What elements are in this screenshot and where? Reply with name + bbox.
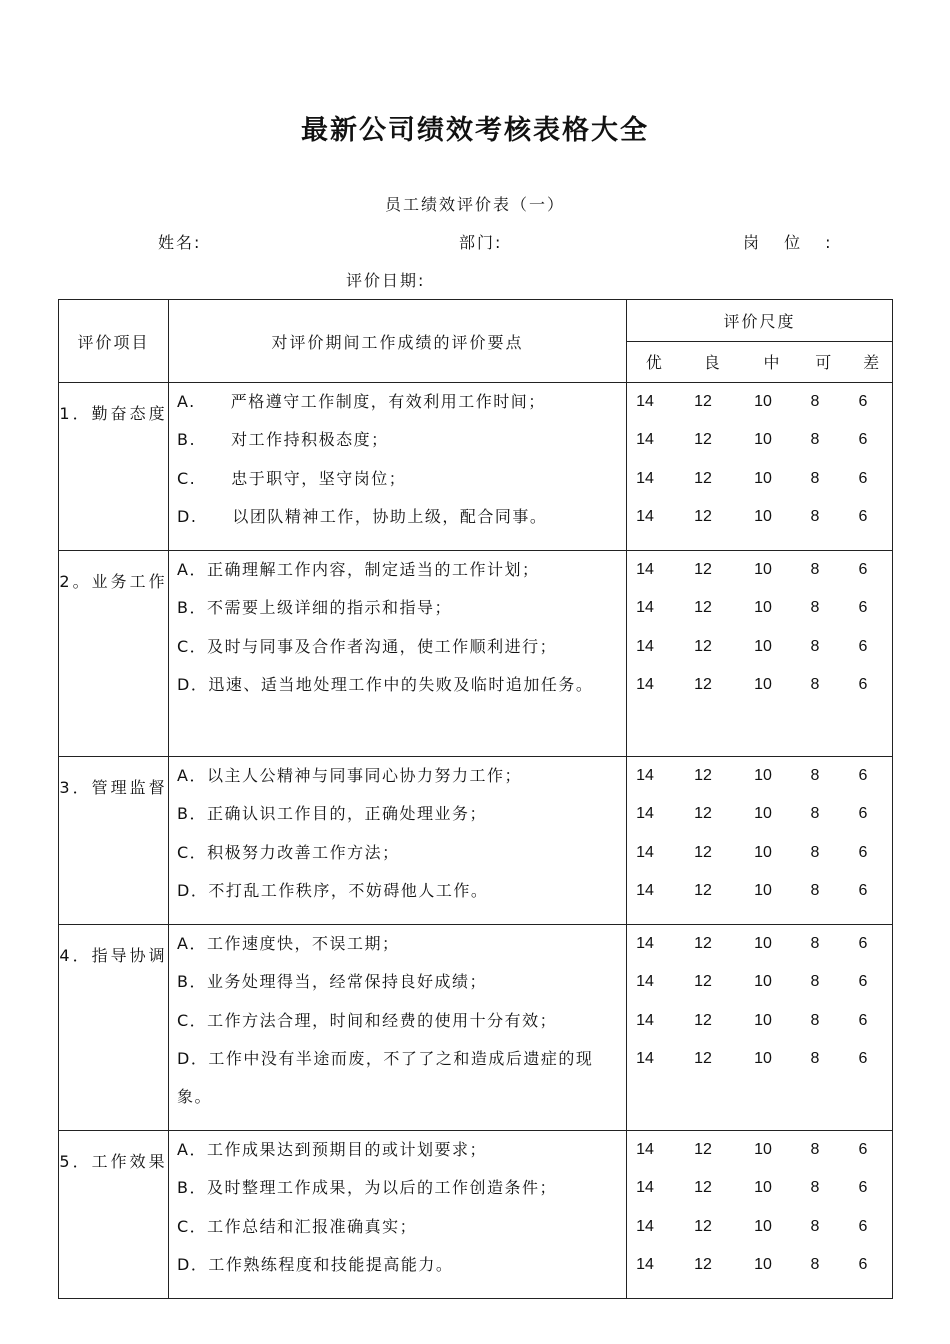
grade-good: 良 [703,353,722,373]
score-value: 12 [694,1217,712,1235]
score-value: 12 [694,561,712,579]
section-row [59,925,893,1131]
section-row [59,551,893,757]
score-value: 10 [754,1011,772,1029]
score-value: 14 [636,1217,654,1235]
criteria-cell [169,925,627,1131]
score-value: 10 [754,561,772,579]
score-value: 8 [810,1011,820,1029]
score-value: 6 [858,973,868,991]
score-row [627,757,892,795]
criterion-item: A．工作成果达到预期目的或计划要求； [177,1140,487,1159]
grade-headers [627,341,893,383]
score-value: 8 [810,469,820,487]
category-cell: 3．管理监督 [59,757,169,925]
criterion-item: D．工作熟练程度和技能提高能力。 [177,1254,454,1274]
score-value: 12 [694,431,712,449]
score-value: 8 [810,1256,820,1274]
score-row [627,963,892,1001]
score-value: 10 [754,805,772,823]
score-value: 10 [754,767,772,785]
criterion-item: C．工作总结和汇报准确真实； [177,1216,418,1236]
scores-cell [627,1131,893,1299]
criterion-item: C．工作方法合理，时间和经费的使用十分有效； [177,1010,558,1030]
score-value: 8 [810,882,820,900]
score-value: 10 [754,973,772,991]
score-value: 6 [858,1050,868,1068]
score-value: 8 [810,935,820,953]
score-value: 10 [754,1179,772,1197]
score-value: 10 [754,676,772,694]
score-value: 8 [810,1141,820,1159]
score-row [627,589,892,627]
score-row [627,551,892,589]
score-value: 14 [636,469,654,487]
score-value: 10 [754,431,772,449]
score-value: 10 [754,1141,772,1159]
score-value: 10 [754,843,772,861]
scores-cell [627,383,893,551]
criterion-item: D．迅速、适当地处理工作中的失败及临时追加任务。 [177,674,594,694]
score-value: 6 [858,767,868,785]
criterion-item: D．不打乱工作秩序，不妨碍他人工作。 [177,880,489,900]
score-value: 6 [858,508,868,526]
score-value: 12 [694,637,712,655]
score-value: 6 [858,805,868,823]
score-value: 12 [694,393,712,411]
score-value: 14 [636,1050,654,1068]
score-row [627,872,892,910]
score-value: 14 [636,1141,654,1159]
criterion-item: B. 对工作持积极态度； [177,430,389,450]
score-value: 8 [810,1179,820,1197]
header-points: 对评价期间工作成绩的评价要点 [169,300,627,383]
score-value: 12 [694,1141,712,1159]
position-field-label: 岗 位 : [743,233,841,252]
criteria-cell [169,551,627,757]
score-value: 8 [810,508,820,526]
score-value: 10 [754,882,772,900]
eval-date-field-label: 评价日期: [346,271,426,290]
score-value: 8 [810,431,820,449]
score-value: 14 [636,561,654,579]
score-value: 10 [754,469,772,487]
score-value: 14 [636,882,654,900]
score-row [627,1169,892,1207]
score-value: 10 [754,1256,772,1274]
criterion-item: D．工作中没有半途而废，不了了之和造成后遗症的现象。 [177,1048,594,1107]
score-value: 12 [694,935,712,953]
score-value: 10 [754,1217,772,1235]
score-value: 12 [694,767,712,785]
scores-cell [627,551,893,757]
score-value: 14 [636,599,654,617]
score-value: 14 [636,1179,654,1197]
score-value: 6 [858,637,868,655]
criteria-cell [169,757,627,925]
score-value: 8 [810,1050,820,1068]
score-row [627,666,892,704]
score-value: 14 [636,973,654,991]
criterion-item: C. 忠于职守，坚守岗位； [177,468,407,488]
score-value: 8 [810,637,820,655]
score-value: 6 [858,393,868,411]
score-value: 12 [694,676,712,694]
criterion-item: B．不需要上级详细的指示和指导； [177,598,452,618]
table-header-row [59,300,893,342]
grade-fair: 可 [815,353,834,373]
department-field-label: 部门: [459,233,503,252]
score-row [627,1040,892,1078]
score-value: 12 [694,882,712,900]
score-value: 10 [754,599,772,617]
score-value: 14 [636,1011,654,1029]
score-row [627,383,892,421]
score-row [627,795,892,833]
score-value: 6 [858,599,868,617]
score-row [627,1002,892,1040]
evaluation-table [58,299,893,1299]
score-value: 14 [636,431,654,449]
score-value: 14 [636,805,654,823]
criterion-item: B．正确认识工作目的，正确处理业务； [177,804,487,824]
criterion-item: A．工作速度快，不误工期； [177,934,400,953]
score-row [627,421,892,459]
grade-poor: 差 [863,353,882,373]
score-row [627,1246,892,1284]
criterion-item: A．正确理解工作内容，制定适当的工作计划； [177,560,540,579]
score-value: 12 [694,973,712,991]
score-value: 14 [636,508,654,526]
category-cell: 2。业务工作 [59,551,169,757]
score-value: 14 [636,393,654,411]
header-item: 评价项目 [59,300,169,383]
score-value: 14 [636,637,654,655]
score-value: 6 [858,561,868,579]
criterion-item: C．积极努力改善工作方法； [177,842,400,862]
score-value: 12 [694,1050,712,1068]
score-value: 6 [858,935,868,953]
score-value: 6 [858,1141,868,1159]
score-value: 8 [810,599,820,617]
score-value: 12 [694,1011,712,1029]
score-value: 10 [754,1050,772,1068]
score-value: 6 [858,1217,868,1235]
grade-medium: 中 [763,353,782,373]
score-value: 6 [858,1256,868,1274]
score-value: 10 [754,508,772,526]
score-row [627,1131,892,1169]
score-value: 8 [810,561,820,579]
category-cell: 1．勤奋态度 [59,383,169,551]
score-row [627,460,892,498]
scores-cell [627,757,893,925]
score-value: 6 [858,1179,868,1197]
criterion-item: B．业务处理得当，经常保持良好成绩； [177,972,487,992]
section-row [59,383,893,551]
score-value: 10 [754,935,772,953]
score-row [627,628,892,666]
score-value: 12 [694,469,712,487]
score-row [627,834,892,872]
section-row [59,757,893,925]
criterion-item: C．及时与同事及合作者沟通，使工作顺利进行； [177,636,558,656]
score-value: 6 [858,1011,868,1029]
section-row [59,1131,893,1299]
score-value: 8 [810,676,820,694]
header-scale: 评价尺度 [627,300,893,342]
score-value: 8 [810,1217,820,1235]
score-value: 14 [636,935,654,953]
score-value: 12 [694,805,712,823]
score-value: 6 [858,843,868,861]
score-value: 14 [636,676,654,694]
score-row [627,1208,892,1246]
form-subtitle: 员工绩效评价表（一） [384,195,565,214]
grade-excellent: 优 [645,353,664,373]
score-value: 10 [754,637,772,655]
criterion-item: A. 严格遵守工作制度，有效利用工作时间； [177,392,546,411]
score-row [627,498,892,536]
criteria-cell [169,383,627,551]
score-value: 8 [810,805,820,823]
criteria-cell [169,1131,627,1299]
score-value: 6 [858,431,868,449]
criterion-item: A．以主人公精神与同事同心协力努力工作； [177,766,522,785]
score-value: 10 [754,393,772,411]
score-value: 14 [636,767,654,785]
score-value: 6 [858,882,868,900]
category-cell: 4．指导协调 [59,925,169,1131]
score-value: 8 [810,973,820,991]
document-title: 最新公司绩效考核表格大全 [301,115,649,146]
criterion-item: B．及时整理工作成果，为以后的工作创造条件； [177,1178,557,1198]
score-value: 6 [858,469,868,487]
score-value: 14 [636,1256,654,1274]
score-value: 14 [636,843,654,861]
score-row [627,925,892,963]
score-value: 6 [858,676,868,694]
score-value: 8 [810,843,820,861]
category-cell: 5．工作效果 [59,1131,169,1299]
score-value: 12 [694,1179,712,1197]
criterion-item: D. 以团队精神工作，协助上级，配合同事。 [177,506,548,526]
score-value: 12 [694,843,712,861]
score-value: 8 [810,393,820,411]
score-value: 12 [694,508,712,526]
score-value: 8 [810,767,820,785]
name-field-label: 姓名: [158,233,202,252]
score-value: 12 [694,1256,712,1274]
score-value: 12 [694,599,712,617]
scores-cell [627,925,893,1131]
